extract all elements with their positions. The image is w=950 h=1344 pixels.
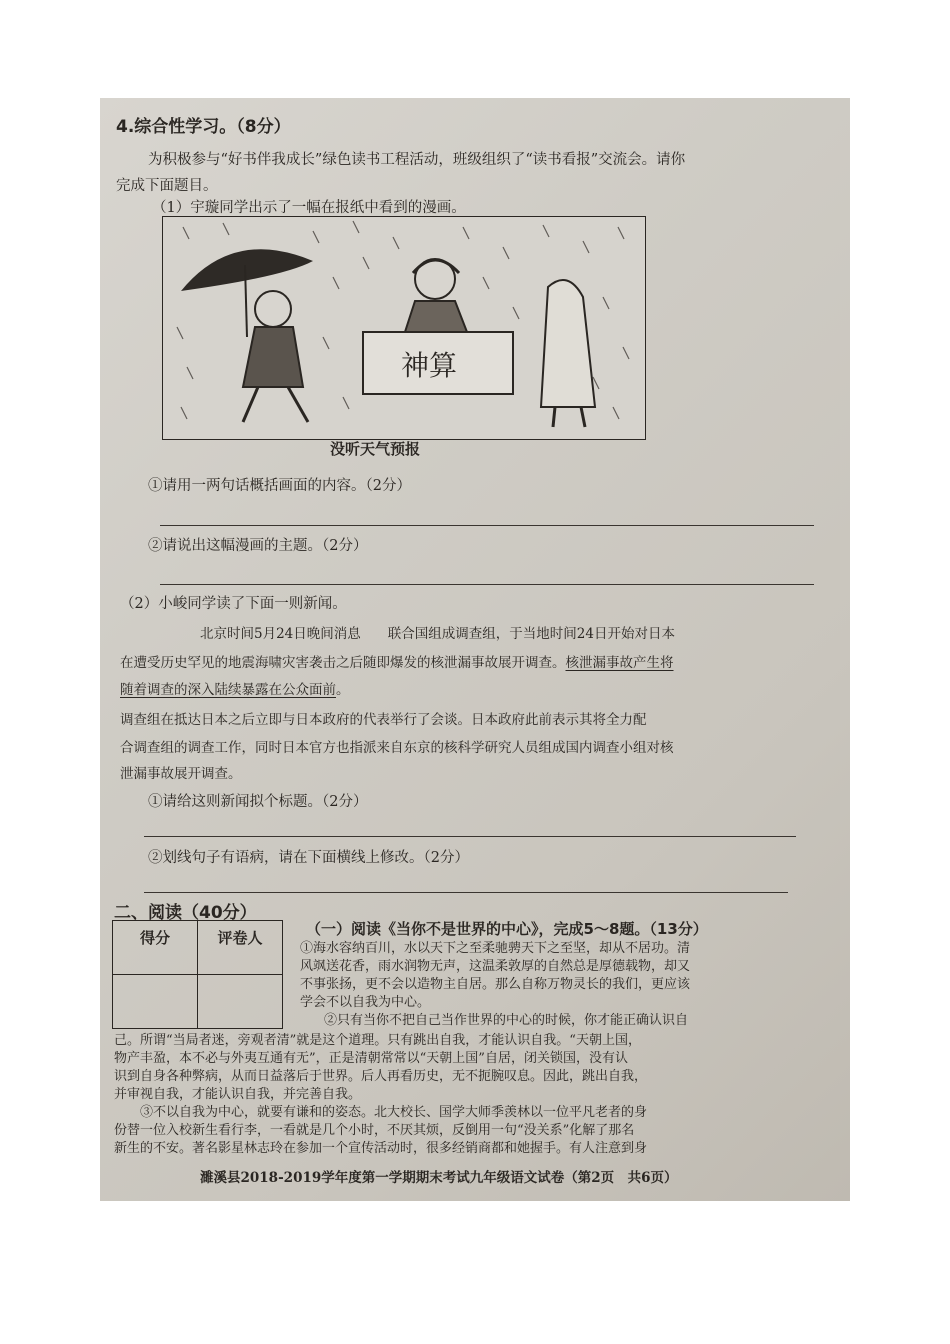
question-1: ①请用一两句话概括画面的内容。（2分） [148, 478, 411, 494]
news-line-1: 北京时间5月24日晚间消息 联合国组成调查组，于当地时间24日开始对日本 [200, 626, 675, 642]
part-2-prompt: （2）小峻同学读了下面一则新闻。 [120, 596, 347, 612]
question-4-title: 4.综合性学习。（8分） [116, 117, 291, 137]
answer-line-1[interactable] [160, 525, 814, 526]
reading-line-3: 不事张扬，更不会以造物主自居。那么自称万物灵长的我们，更应该 [300, 977, 691, 992]
answer-line-4[interactable] [144, 892, 788, 893]
section-2-title: 二、阅读（40分） [114, 903, 257, 923]
reading-full-line-4: 并审视自我，才能认识自我，并完善自我。 [114, 1087, 362, 1102]
cartoon-image [162, 216, 646, 440]
reading-full-line-5: ③不以自我为中心，就要有谦和的姿态。北大校长、国学大师季羡林以一位平凡老者的身 [140, 1105, 648, 1120]
page-footer: 濉溪县2018-2019学年度第一学期期末考试九年级语文试卷（第2页 共6页） [200, 1170, 678, 1186]
intro-line-1: 为积极参与“好书伴我成长”绿色读书工程活动，班级组织了“读书看报”交流会。请你 [148, 152, 686, 168]
underlined-sentence-part-1: 核泄漏事故产生将 [565, 655, 674, 671]
part-1-prompt: （1）宇璇同学出示了一幅在报纸中看到的漫画。 [152, 200, 466, 216]
intro-line-2: 完成下面题目。 [116, 178, 218, 194]
answer-line-2[interactable] [160, 584, 814, 585]
news-line-3 [120, 678, 350, 698]
reading-full-line-7: 新生的不安。著名影星林志玲在参加一个宣传活动时，很多经销商都和她握手。有人注意到身 [114, 1141, 648, 1156]
news-line-4: 调查组在抵达日本之后立即与日本政府的代表举行了会谈。日本政府此前表示其将全力配 [120, 712, 647, 728]
reading-full-line-6: 份替一位入校新生看行李，一看就是几个小时，不厌其烦，反倒用一句“没关系”化解了那名 [114, 1123, 635, 1138]
reading-full-line-3: 识到自身各种弊病，从而日益落后于世界。后人再看历史，无不扼腕叹息。因此，跳出自我， [114, 1069, 648, 1084]
news-line-3-end: 。 [336, 682, 350, 698]
reading-full-line-1: 己。所谓“当局者迷，旁观者清”就是这个道理。只有跳出自我，才能认识自我。“天朝上国， [114, 1033, 641, 1048]
grader-header: 评卷人 [198, 921, 283, 975]
reading-line-2: 风飒送花香，雨水润物无声，这温柔敦厚的自然总是厚德载物，却又 [300, 959, 691, 974]
reading-line-4: 学会不以自我为中心。 [300, 995, 431, 1010]
news-line-6: 泄漏事故展开调查。 [120, 766, 242, 782]
answer-line-3[interactable] [144, 836, 796, 837]
reading-full-line-2: 物产丰盈，本不必与外夷互通有无”，正是清朝常常以“天朝上国”自居，闭关锁国，没有认 [114, 1051, 628, 1066]
cartoon-drawing [163, 217, 645, 439]
underlined-sentence-part-2: 随着调查的深入陆续暴露在公众面前 [120, 682, 336, 698]
news-line-2 [120, 651, 674, 671]
news-line-2-text: 在遭受历史罕见的地震海啸灾害袭击之后随即爆发的核泄漏事故展开调查。 [120, 655, 566, 671]
question-2: ②请说出这幅漫画的主题。（2分） [148, 538, 368, 554]
cartoon-caption: 没听天气预报 [330, 440, 421, 458]
cartoon-sign-text: 神算 [401, 349, 458, 382]
score-header: 得分 [113, 921, 198, 975]
score-cell[interactable] [113, 975, 198, 1029]
score-table [112, 920, 283, 1029]
reading-1-title: （一）阅读《当你不是世界的中心》，完成5～8题。（13分） [306, 920, 708, 938]
reading-line-5: ②只有当你不把自己当作世界的中心的时候，你才能正确认识自 [324, 1013, 689, 1028]
news-line-5: 合调查组的调查工作，同时日本官方也指派来自东京的核科学研究人员组成国内调查小组对核 [120, 740, 674, 756]
exam-page [100, 98, 850, 1201]
question-3: ①请给这则新闻拟个标题。（2分） [148, 794, 368, 810]
reading-line-1: ①海水容纳百川，水以天下之至柔驰骋天下之至坚，却从不居功。清 [300, 941, 691, 956]
question-4: ②划线句子有语病，请在下面横线上修改。（2分） [148, 850, 469, 866]
grader-cell[interactable] [198, 975, 283, 1029]
